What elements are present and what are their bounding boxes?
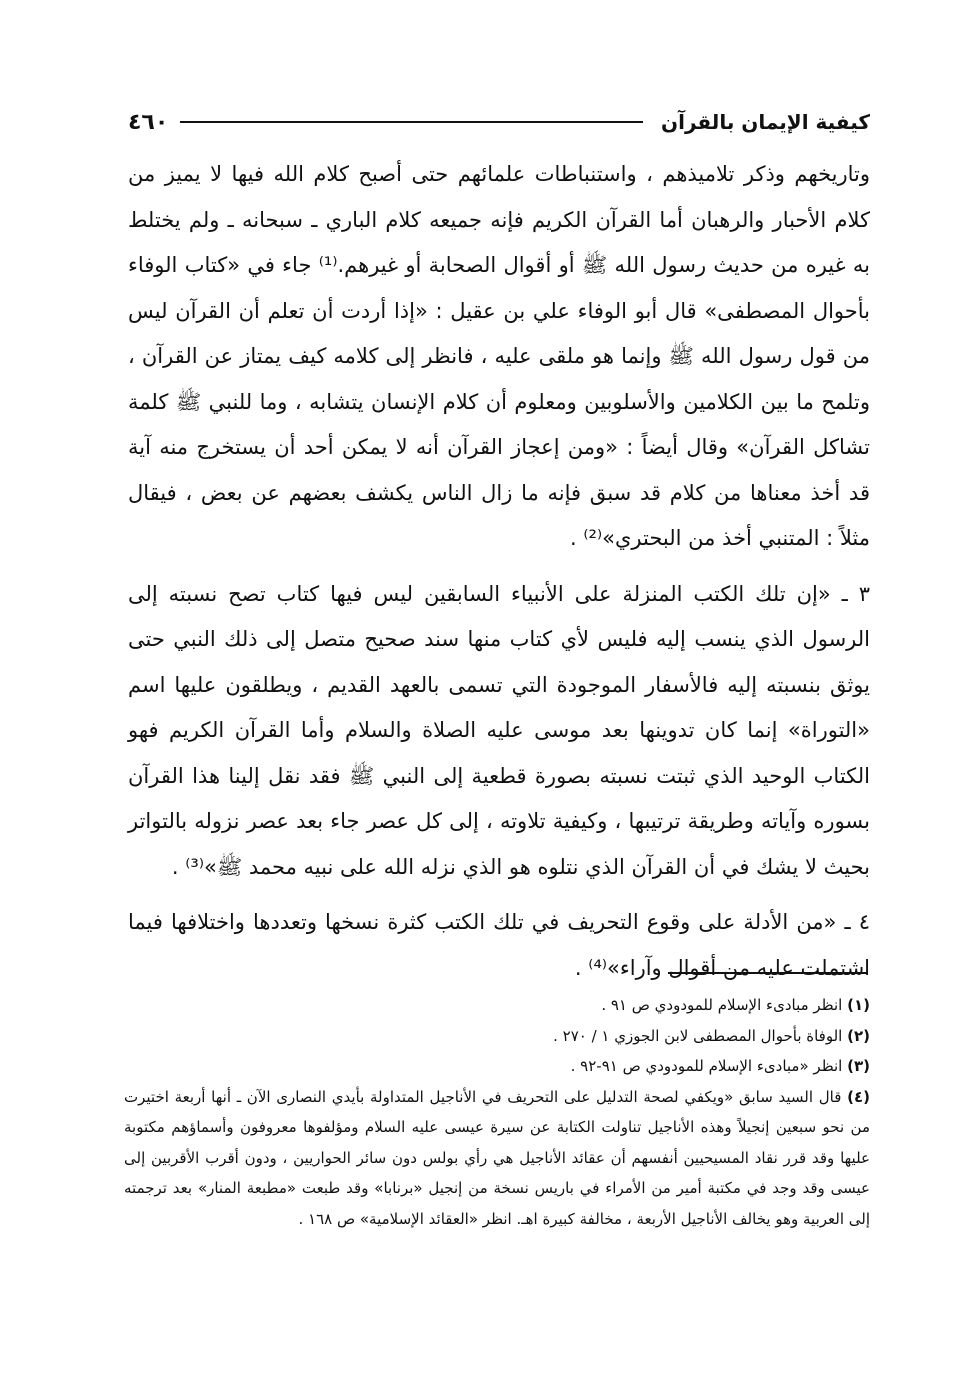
footnote <box>124 1082 870 1235</box>
footnote <box>124 1021 870 1052</box>
paragraph-point-4: ٤ ـ «من الأدلة على وقوع التحريف في تلك الكتب كثرة نسخها وتعددها واختلافها فيما اشتملت عليه من أقوال وآراء»⁽⁴⁾ . <box>128 910 870 980</box>
footnotes <box>124 990 870 1234</box>
running-title: كيفية الإيمان بالقرآن <box>661 110 870 134</box>
footnote <box>124 990 870 1021</box>
footnote-text: الوفاة بأحوال المصطفى لابن الجوزي ١ / ٢٧٠ . <box>553 1026 843 1045</box>
footnote-text: قال السيد سابق «ويكفي لصحة التدليل على التحريف في الأناجيل المتداولة بأيدي النصارى الآن ـ أنها أربعة اختيرت من نحو سبعين إنجيلاً وهذه الأناجيل تناولت الكتابة عن سيرة عيسى عليه السلام ومؤلفوها معروفون وأسماؤهم مكتوبة عليها وقد قرر نقاد المسيحيين أنفسهم أن عقائد الأناجيل هي رأي بولس دون سائر الحواريين ، ودون أقرب الأقربين إلى عيسى وقد وجد في مكتبة أمير من الأمراء في باريس نسخة من إنجيل «برنابا» وقد طبعت «مطبعة المنار» بعد ترجمته إلى العربية وهو يخالف الأناجيل الأربعة ، مخالفة كبيرة اهـ. انظر «العقائد الإسلامية» ص ١٦٨ . <box>124 1087 870 1228</box>
footnote-number: (١) <box>847 996 870 1014</box>
page-header <box>128 103 870 141</box>
header-rule <box>180 121 643 123</box>
footnote-text: انظر «مبادىء الإسلام للمودودي ص ٩١-٩٢ . <box>570 1057 843 1075</box>
paragraph-continuation: وتاريخهم وذكر تلاميذهم ، واستنباطات علمائهم حتى أصبح كلام الله فيها لا يميز من كلام الأحبار والرهبان أما القرآن الكريم فإنه جميعه كلام الباري ـ سبحانه ـ ولم يختلط به غيره من حديث رسول الله ﷺ أو أقوال الصحابة أو غيرهم.⁽¹⁾ جاء في «كتاب الوفاء بأحوال المصطفى» قال أبو الوفاء علي بن عقيل : «إذا أردت أن تعلم أن القرآن ليس من قول رسول الله ﷺ وإنما هو ملقى عليه ، فانظر إلى كلامه كيف يمتاز عن القرآن ، وتلمح ما بين الكلامين والأسلوبين ومعلوم أن كلام الإنسان يتشابه ، وما للنبي ﷺ كلمة تشاكل القرآن» وقال أيضاً : «ومن إعجاز القرآن أنه لا يمكن أحد أن يستخرج منه آية قد أخذ معناها من كلام قد سبق فإنه ما زال الناس يكشف بعضهم عن بعض ، فيقال مثلاً : المتنبي أخذ من البحتري»⁽²⁾ . <box>128 162 870 550</box>
footnote-number: (٣) <box>847 1057 870 1075</box>
footnote <box>124 1051 870 1082</box>
footnote-separator <box>668 972 868 974</box>
paragraph-point-3: ٣ ـ «إن تلك الكتب المنزلة على الأنبياء السابقين ليس فيها كتاب تصح نسبته إلى الرسول الذي ينسب إليه فليس لأي كتاب منها سند صحيح متصل إلى ذلك النبي حتى يوثق بنسبته إليه فالأسفار الموجودة التي تسمى بالعهد القديم ، ويطلقون عليها اسم «التوراة» إنما كان تدوينها بعد موسى عليه الصلاة والسلام وأما القرآن الكريم فهو الكتاب الوحيد الذي ثبتت نسبته بصورة قطعية إلى النبي ﷺ فقد نقل إلينا هذا القرآن بسوره وآياته وطريقة ترتيبها ، وكيفية تلاوته ، إلى كل عصر جاء بعد عصر نزوله بالتواتر بحيث لا يشك في أن القرآن الذي نتلوه هو الذي نزله الله على نبيه محمد ﷺ»⁽³⁾ . <box>128 581 870 879</box>
page-number: ٤٦٠ <box>128 109 169 135</box>
footnote-text: انظر مبادىء الإسلام للمودودي ص ٩١ . <box>601 996 843 1014</box>
main-text <box>128 152 870 991</box>
footnote-number: (٤) <box>847 1087 870 1106</box>
footnote-number: (٢) <box>847 1026 870 1045</box>
